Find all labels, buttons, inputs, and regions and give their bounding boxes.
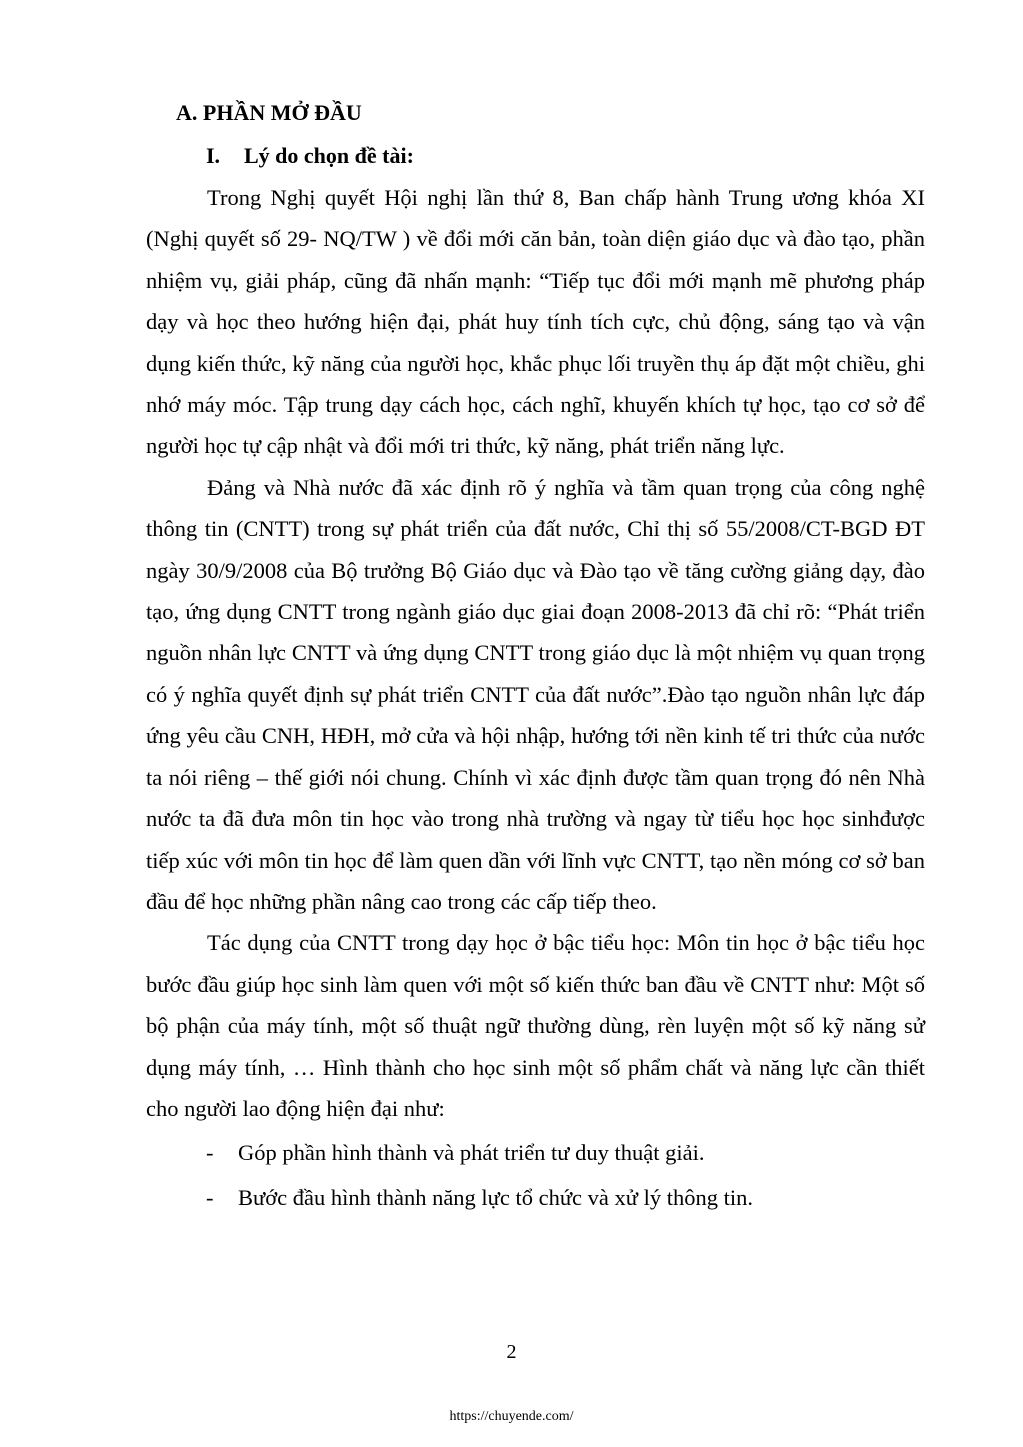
bullet-item (146, 1132, 925, 1173)
bullet-text: Góp phần hình thành và phát triển tư duy thuật giải. (238, 1140, 705, 1166)
bullet-item (146, 1177, 925, 1218)
paragraph-1: Trong Nghị quyết Hội nghị lần thứ 8, Ban chấp hành Trung ương khóa XI (Nghị quyết số 29- NQ/TW ) về đổi mới căn bản, toàn diện giáo dục và đào tạo, phần nhiệm vụ, giải pháp, cũng đã nhấn mạnh: “Tiếp tục đổi mới mạnh mẽ phương pháp dạy và học theo hướng hiện đại, phát huy tính tích cực, chủ động, sáng tạo và vận dụng kiến thức, kỹ năng của người học, khắc phục lối truyền thụ áp đặt một chiều, ghi nhớ máy móc. Tập trung dạy cách học, cách nghĩ, khuyến khích tự học, tạo cơ sở để người học tự cập nhật và đổi mới tri thức, kỹ năng, phát triển năng lực. (146, 185, 925, 459)
bullet-dash: - (206, 1140, 214, 1166)
document-body (146, 91, 925, 1218)
section-heading: A. PHẦN MỞ ĐẦU (176, 100, 362, 125)
bullet-text: Bước đầu hình thành năng lực tổ chức và xử lý thông tin. (238, 1184, 753, 1210)
subsection-title: Lý do chọn đề tài: (244, 143, 414, 168)
footer-url[interactable]: https://chuyende.com/ (449, 1409, 574, 1424)
subsection-heading (146, 134, 925, 177)
paragraph-2: Đảng và Nhà nước đã xác định rõ ý nghĩa và tầm quan trọng của công nghệ thông tin (CNTT) trong sự phát triển của đất nước, Chỉ thị số 55/2008/CT-BGD ĐT ngày 30/9/2008 của Bộ trưởng Bộ Giáo dục và Đào tạo về tăng cường giảng dạy, đào tạo, ứng dụng CNTT trong ngành giáo dục giai đoạn 2008-2013 đã chỉ rõ: “Phát triển nguồn nhân lực CNTT và ứng dụng CNTT trong giáo dục là một nhiệm vụ quan trọng có ý nghĩa quyết định sự phát triển CNTT của đất nước”.Đào tạo nguồn nhân lực đáp ứng yêu cầu CNH, HĐH, mở cửa và hội nhập, hướng tới nền kinh tế tri thức của nước ta nói riêng – thế giới nói chung. Chính vì xác định được tầm quan trọng đó nên Nhà nước ta đã đưa môn tin học vào trong nhà trường và ngay từ tiểu học học sinhđược tiếp xúc với môn tin học để làm quen dần với lĩnh vực CNTT, tạo nền móng cơ sở ban đầu để học những phần nâng cao trong các cấp tiếp theo. (146, 474, 925, 914)
bullet-list (146, 1132, 925, 1218)
subsection-number: I. (206, 143, 221, 168)
paragraph-3: Tác dụng của CNTT trong dạy học ở bậc tiểu học: Môn tin học ở bậc tiểu học bước đầu giúp học sinh làm quen với một số kiến thức ban đầu về CNTT như: Một số bộ phận của máy tính, một số thuật ngữ thường dùng, rèn luyện một số kỹ năng sử dụng máy tính, … Hình thành cho học sinh một số phẩm chất và năng lực cần thiết cho người lao động hiện đại như: (146, 930, 925, 1121)
bullet-dash: - (206, 1184, 214, 1210)
page-number: 2 (506, 1341, 517, 1363)
